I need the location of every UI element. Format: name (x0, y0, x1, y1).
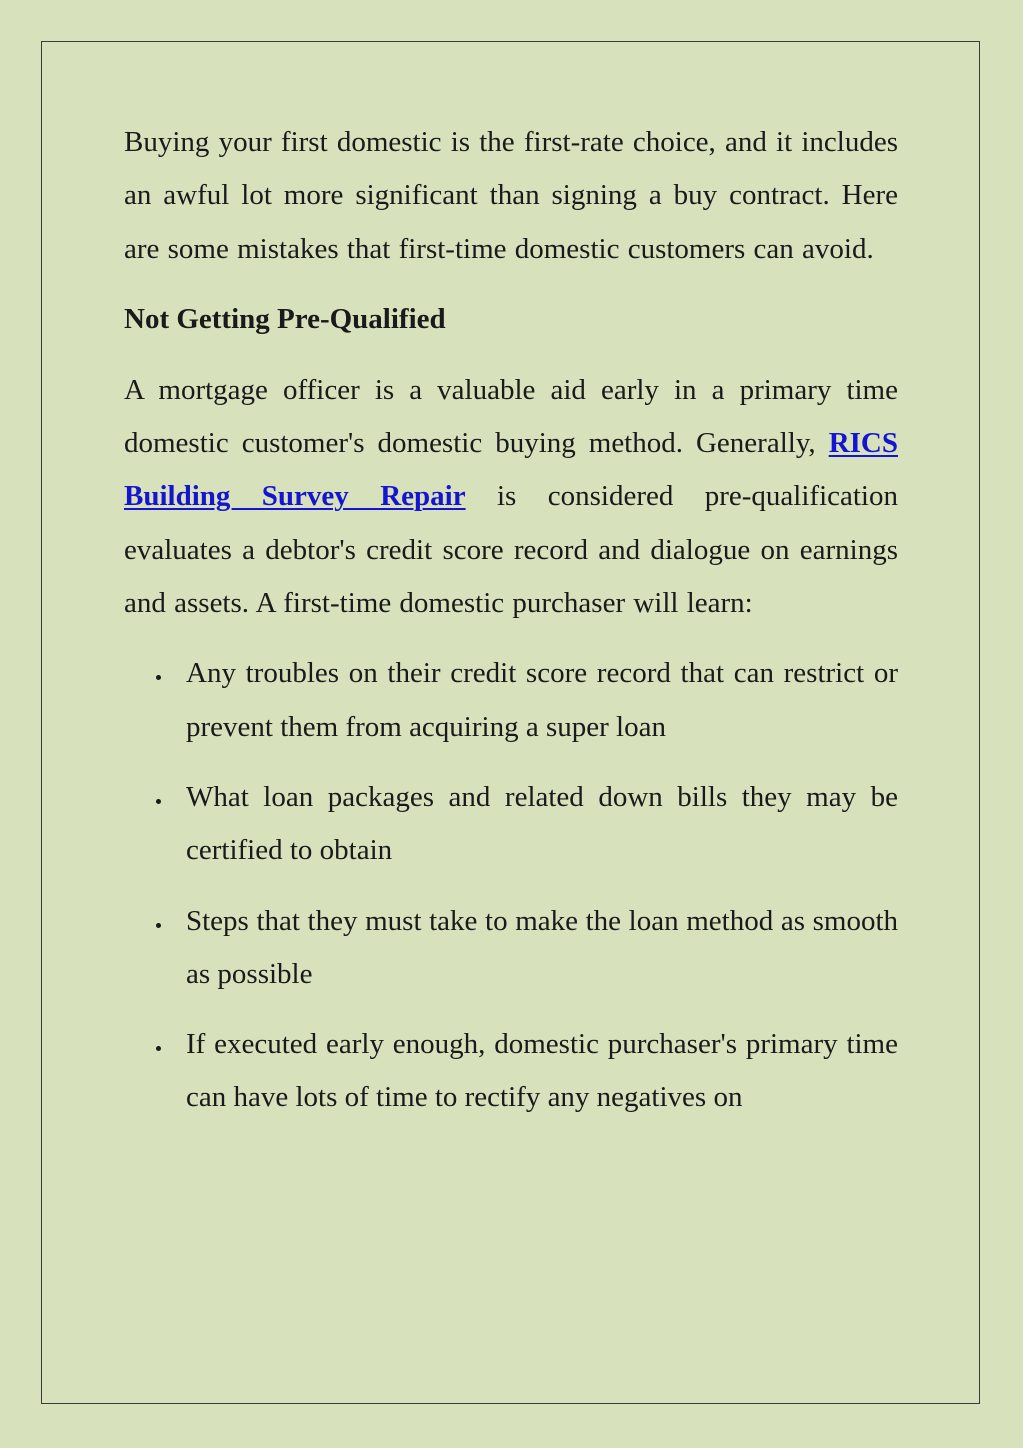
intro-paragraph: Buying your first domestic is the first-rate choice, and it includes an awful lot more significant than signing a buy contract. Here are some mistakes that first-time domestic customers can avoid. (124, 126, 898, 265)
document-body (124, 116, 898, 1142)
list-item-text: What loan packages and related down bills they may be certified to obtain (186, 780, 898, 867)
rics-building-survey-link[interactable]: RICS Building Survey Repair (124, 427, 898, 513)
bullet-icon (154, 1018, 164, 1071)
list-item (124, 647, 898, 754)
paragraph-text-before-link: A mortgage officer is a valuable aid early in a primary time domestic customer's domestic buying method. Generally, (124, 373, 898, 460)
bullet-icon (154, 647, 164, 700)
list-item (124, 1018, 898, 1125)
bullet-icon (154, 771, 164, 824)
list-item-text: If executed early enough, domestic purchaser's primary time can have lots of time to rectify any negatives on (186, 1028, 898, 1114)
list-item-text: Any troubles on their credit score record that can restrict or prevent them from acquiring a super loan (186, 657, 898, 743)
list-item (124, 771, 898, 878)
mortgage-paragraph (124, 364, 898, 630)
list-item-text: Steps that they must take to make the loan method as smooth as possible (186, 904, 898, 990)
bullet-icon (154, 895, 164, 948)
bullet-list (124, 647, 898, 1124)
paragraph-text-after-link: is considered pre-qualification evaluates a debtor's credit score record and dialogue on earnings and assets. A first-time domestic purchaser will learn: (124, 480, 898, 620)
section-heading: Not Getting Pre-Qualified (124, 302, 446, 335)
list-item (124, 895, 898, 1002)
